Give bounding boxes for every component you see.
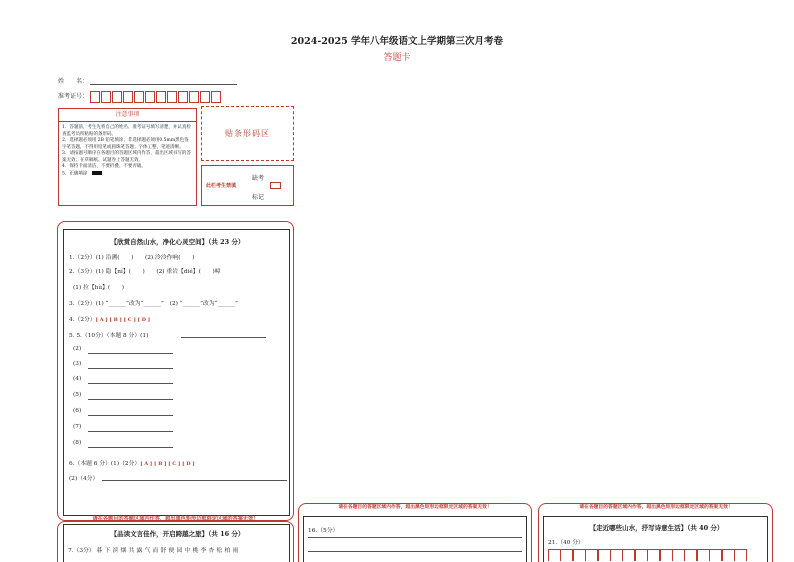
ticket-digit-box[interactable] — [145, 91, 155, 103]
question-7 — [68, 545, 240, 554]
name-label: 姓 名： — [58, 78, 89, 85]
question-5-sub: (2) — [73, 346, 82, 352]
question-7-char[interactable]: 桃 — [192, 548, 199, 554]
question-5-sub: (6) — [73, 408, 82, 414]
absent-mark-box — [201, 165, 294, 206]
composition-grid[interactable] — [548, 547, 765, 561]
ticket-digit-box[interactable] — [167, 91, 177, 103]
question-7-char[interactable]: 舒 — [160, 548, 167, 554]
grid-cell[interactable] — [622, 549, 635, 561]
question-3: 3.（2分）(1) “______”改为“______” (2) “______”改为“______” — [69, 301, 238, 307]
ticket-digit-box[interactable] — [189, 91, 199, 103]
notice-title: 注意事项 — [59, 109, 196, 122]
question-6-sub: (2)（4分） — [69, 476, 99, 482]
answer-line[interactable] — [88, 399, 173, 400]
ticket-digit-box[interactable] — [123, 91, 133, 103]
page-title: 2024-2025 学年八年级语文上学期第三次月考卷 — [290, 36, 504, 47]
question-4-options[interactable]: [ A ] [ B ] [ C ] [ D ] — [95, 317, 151, 323]
grid-cell[interactable] — [598, 549, 611, 561]
question-1: 1.（2分）(1) 沿溯( ) (2) 泠泠作响( ) — [69, 255, 195, 261]
grid-cell[interactable] — [722, 549, 735, 561]
ticket-label: 准考证号： — [58, 93, 89, 100]
ticket-digit-box[interactable] — [112, 91, 122, 103]
grid-cell[interactable] — [734, 549, 747, 561]
grid-cell[interactable] — [560, 549, 573, 561]
ticket-digit-box[interactable] — [156, 91, 166, 103]
question-5-sub: (4) — [73, 376, 82, 382]
absent-no-fill-label: 此栏考生禁填 — [206, 183, 237, 189]
question-7-char[interactable]: 烟 — [120, 548, 127, 554]
ticket-digit-box[interactable] — [211, 91, 221, 103]
question-7-label: 7.（3分） — [68, 548, 95, 554]
question-7-char[interactable]: 雨 — [232, 548, 239, 554]
question-5: 5. 5.（10分）（本题 8 分）(1) — [69, 333, 149, 339]
question-7-char[interactable]: 滨 — [112, 548, 119, 554]
section4-heading: 【走近哪些山水，抒写诗意生活】（共 40 分） — [589, 524, 724, 532]
question-5-sub: (8) — [73, 440, 82, 446]
question-5-sub: (5) — [73, 392, 82, 398]
question-2-sub: (1) 拉【hù】( ) — [73, 285, 125, 291]
grid-cell[interactable] — [697, 549, 710, 561]
question-7-characters — [96, 548, 240, 554]
absent-label: 缺考 — [252, 175, 265, 182]
grid-cell[interactable] — [635, 549, 648, 561]
question-7-char[interactable]: 中 — [184, 548, 191, 554]
answer-line[interactable] — [88, 368, 173, 369]
grid-cell[interactable] — [672, 549, 685, 561]
ticket-digit-box[interactable] — [178, 91, 188, 103]
answer-line[interactable] — [308, 537, 522, 538]
section4-warning: 请在各题目的答题区域内作答，超出黑色矩形边框限定区域的答案无效！ — [579, 504, 733, 510]
section1-warning: 请在各题目的答题区域内作答，超出黑色矩形边框限定区域的答案无效！ — [92, 516, 259, 522]
absent-checkbox[interactable] — [270, 182, 281, 189]
section1-answer-area — [63, 229, 290, 516]
question-7-char[interactable]: 气 — [144, 548, 151, 554]
grid-cell[interactable] — [573, 549, 586, 561]
answer-line[interactable] — [88, 353, 173, 354]
answer-line[interactable] — [88, 431, 173, 432]
grid-cell[interactable] — [610, 549, 623, 561]
answer-line[interactable] — [88, 447, 173, 448]
question-6-label: 6.（本题 6 分）(1)（2分） — [69, 461, 141, 467]
question-7-char[interactable]: 园 — [176, 548, 183, 554]
section4-answer-area — [543, 516, 768, 562]
question-2: 2.（3分）(1) 隐【ní】( ) (2) 重岩【dié】( )嶂 — [69, 269, 221, 275]
answer-line[interactable] — [181, 337, 266, 338]
answer-line[interactable] — [88, 383, 173, 384]
question-4-label: 4.（2分） — [69, 317, 96, 323]
ticket-number-boxes[interactable] — [90, 88, 222, 107]
question-7-char[interactable]: 杏 — [208, 548, 215, 554]
ticket-digit-box[interactable] — [101, 91, 111, 103]
question-7-char[interactable]: 松 — [216, 548, 223, 554]
ticket-digit-box[interactable] — [200, 91, 210, 103]
question-21: 21.（40 分） — [548, 540, 584, 546]
question-6-options[interactable]: [ A ] [ B ] [ C ] [ D ] — [140, 461, 195, 467]
question-7-char[interactable]: 露 — [136, 548, 143, 554]
question-4 — [69, 314, 150, 323]
ticket-digit-box[interactable] — [90, 91, 100, 103]
notice-item-text: 5．正确填涂 — [62, 171, 88, 176]
notice-item: 3．请按题号顺序在各题目的答题区域内作答，超出区域书写的答案无效；在草稿纸、试题卷上答题无效。 — [62, 151, 191, 163]
answer-line[interactable] — [88, 415, 173, 416]
ticket-digit-box[interactable] — [134, 91, 144, 103]
section3-answer-area — [303, 516, 527, 562]
question-5-sub: (7) — [73, 424, 82, 430]
notice-item: 1．答题前，考生先将自己的姓名、准考证号填写清楚，并认真检查监考员所粘贴的条形码。 — [62, 125, 191, 137]
question-6 — [69, 458, 195, 467]
question-7-char[interactable]: 柏 — [224, 548, 231, 554]
page-subtitle: 答题卡 — [383, 53, 411, 63]
question-16: 16.（5分） — [308, 528, 339, 534]
notice-item: 2．选择题必须用 2B 铅笔填涂；非选择题必须用0.5mm黑色签字笔答题，不得用铅笔或圆珠笔答题；字体工整、笔迹清晰。 — [62, 138, 189, 150]
grid-cell[interactable] — [585, 549, 598, 561]
question-5-sub: (3) — [73, 361, 82, 367]
notice-item — [59, 171, 196, 178]
notice-box — [58, 108, 197, 206]
question-7-char[interactable]: 下 — [104, 548, 111, 554]
section2-answer-area — [63, 524, 290, 562]
barcode-area — [201, 106, 294, 161]
grid-cell[interactable] — [684, 549, 697, 561]
question-7-char[interactable]: 而 — [152, 548, 159, 554]
section2-heading: 【品读文言佳作，开启跨越之旅】（共 16 分） — [110, 530, 245, 538]
grid-cell[interactable] — [709, 549, 722, 561]
filled-sample-icon — [92, 171, 102, 175]
answer-line[interactable] — [308, 551, 522, 552]
grid-cell[interactable] — [647, 549, 660, 561]
grid-cell[interactable] — [548, 549, 561, 561]
question-7-char[interactable]: 暮 — [96, 548, 103, 554]
notice-item: 4．保持卡面清洁，不要折叠、不要弄破。 — [62, 164, 146, 169]
answer-line[interactable] — [102, 480, 287, 481]
name-input-line[interactable] — [90, 84, 237, 85]
question-7-char[interactable]: 共 — [128, 548, 135, 554]
grid-cell[interactable] — [660, 549, 673, 561]
section3-warning: 请在各题目的答题区域内作答，超出黑色矩形边框限定区域的答案无效！ — [338, 504, 492, 510]
section1-heading: 【欣赏自然山水，净化心灵空间】（共 23 分） — [110, 238, 245, 246]
barcode-label: 贴条形码区 — [225, 129, 270, 138]
question-7-char[interactable]: 便 — [168, 548, 175, 554]
absent-mark-label: 标记 — [252, 194, 265, 201]
question-7-char[interactable]: 李 — [200, 548, 207, 554]
